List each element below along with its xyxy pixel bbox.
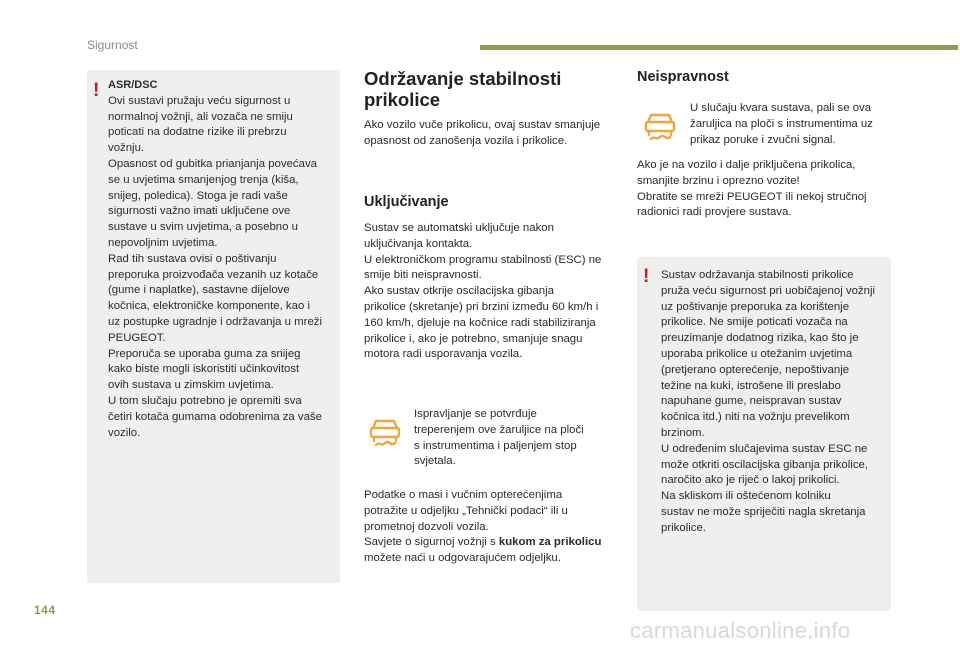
warning-exclamation-icon: ! <box>93 80 100 101</box>
page-title: Održavanje stabilnosti prikolice <box>364 68 562 110</box>
fault-paragraph: Ako je na vozilo i dalje priključena prikolica, smanjite brzinu i oprezno vozite! Obratite se mreži PEUGEOT ili nekoj stručnoj radionici radi provjere sustava. <box>637 159 867 219</box>
fault-heading: Neispravnost <box>637 69 729 85</box>
intro-paragraph: Ako vozilo vuče prikolicu, ovaj sustav smanjuje opasnost od zanošenja vozila i prikolice. <box>364 119 601 147</box>
trailer-stability-fault-lamp-icon <box>642 110 678 142</box>
watermark: carmanualsonline.info <box>630 618 851 643</box>
trailer-info-paragraph <box>364 488 616 567</box>
header-accent-bar <box>480 45 958 50</box>
info-text-bold: kukom za prikolicu <box>498 536 602 549</box>
warning-exclamation-icon: ! <box>643 266 650 287</box>
trailer-warning-text: Sustav održavanja stabilnosti prikolice pruža veću sigurnost pri uobičajenoj vožnji uz poštivanje preporuka za korištenje prikolice. Ne smije poticati vozača na preuzimanje dodatnog rizika, kao što je uporaba prikolice u otežanim uvjetima (pretjerano opterećenje, nepoštivanje težine na kuki, istrošene ili preslabo napuhane gume, neispravan sustav kočnica itd.) niti na vožnju prevelikom brzinom. U određenim slučajevima sustav ESC ne može otkriti oscilacijska gibanja prikolice, naročito ako je riječ o lakoj prikolici. Na skliskom ili oštećenom kolniku sustav ne može spriječiti nagla skretanja prikolice. <box>661 269 876 534</box>
lamp-description: Ispravljanje se potvrđuje treperenjem ove žaruljice na ploči s instrumentima i paljenjem stop svjetala. <box>414 408 584 468</box>
activation-heading: Uključivanje <box>364 194 449 210</box>
activation-paragraph: Sustav se automatski uključuje nakon uključivanja kontakta. U elektroničkom programu stabilnosti (ESC) ne smije biti neispravnosti. Ako sustav otkrije oscilacijska gibanja prikolice (skretanje) pri brzini između 60 km/h i 160 km/h, djeluje na kočnice radi stabiliziranja prikolice i, ako je potrebno, smanjuje snagu motora radi usporavanja vozila. <box>364 222 602 361</box>
asr-dsc-body: Ovi sustavi pružaju veću sigurnost u normalnoj vožnji, ali vozača ne smiju poticati na dodatne rizike ili prebrzu vožnju. Opasnost od gubitka prianjanja povećava se u uvjetima smanjenjog trenja (kiša, snijeg, poledica). Stoga je radi vaše sigurnosti važno imati uključene ove sustave u svim uvjetima, a posebno u nepovoljnim uvjetima. Rad tih sustava ovisi o poštivanju preporuka proizvođača vezanih uz kotače (gume i naplatke), sastavne dijelove kočnica, elektroničke komponente, kao i uz postupke ugradnje i održavanja u mreži PEUGEOT. Preporuča se uporaba guma za snijeg kako biste mogli iskoristiti učinkovitost ovih sustava u zimskim uvjetima. U tom slučaju potrebno je opremiti sva četiri kotača gumama odobrenima za vaše vozilo. <box>108 94 323 439</box>
fault-lamp-description: U slučaju kvara sustava, pali se ova žaruljica na ploči s instrumentima uz prikaz poruke i zvučni signal. <box>690 102 873 146</box>
trailer-stability-lamp-icon <box>367 416 403 448</box>
section-title: Sigurnost <box>87 38 138 52</box>
asr-dsc-label: ASR/DSC <box>108 79 158 91</box>
info-text-part-2: možete naći u odgovarajućem odjeljku. <box>364 552 561 565</box>
info-text-part-1: Podatke o masi i vučnim opterećenjima potražite u odjeljku „Tehnički podaci“ ili u prometnoj dozvoli vozila. Savjete o sigurnoj vožnji s <box>364 489 568 549</box>
asr-dsc-text-block <box>108 78 338 441</box>
page-number: 144 <box>34 603 56 617</box>
